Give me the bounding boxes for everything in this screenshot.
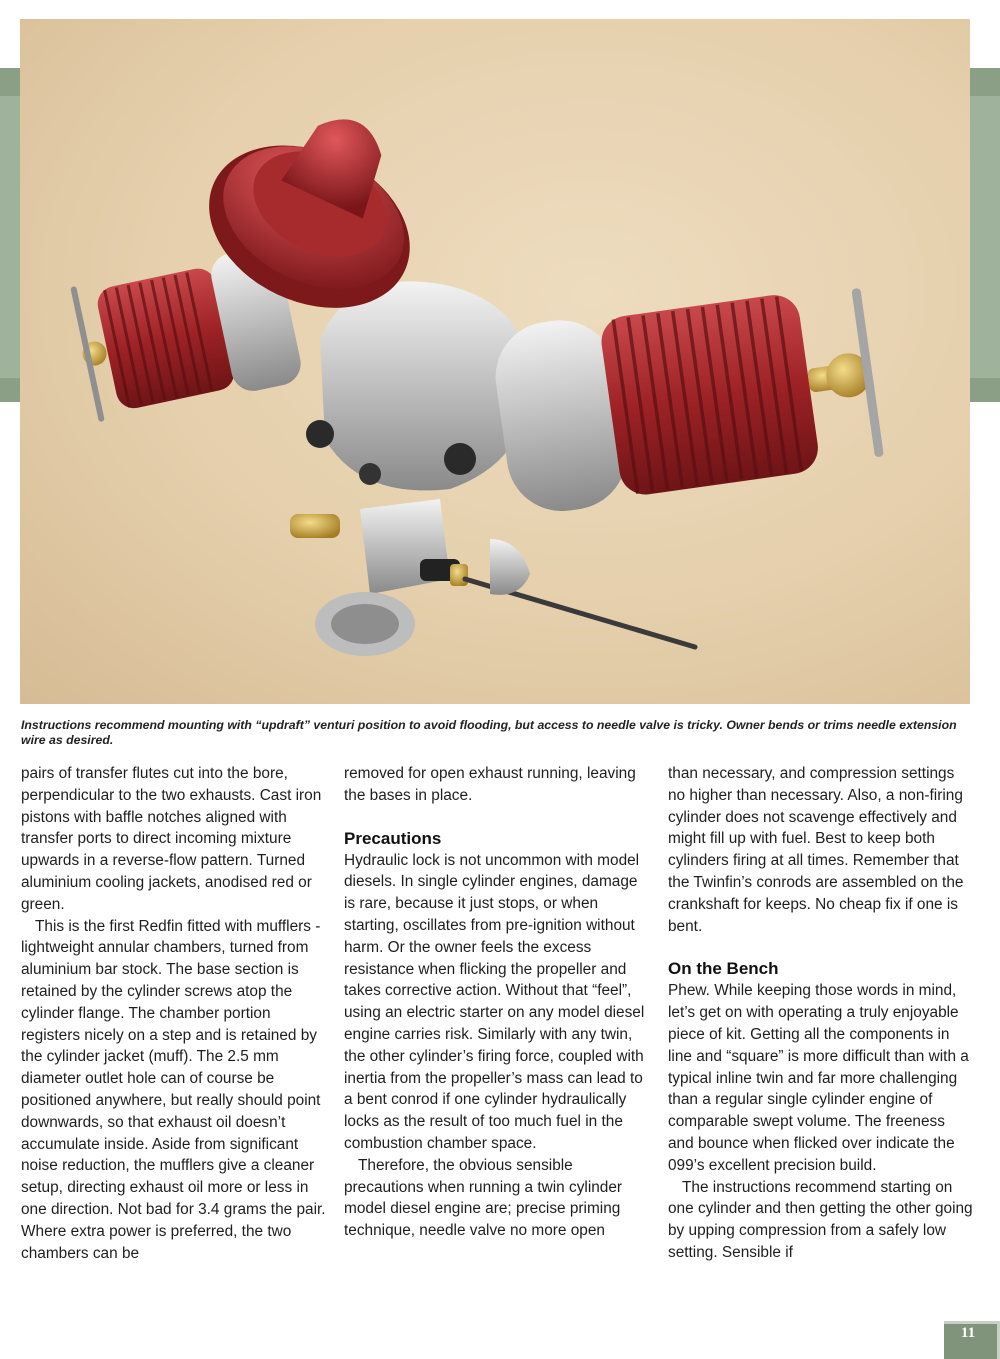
photo-caption: Instructions recommend mounting with “updraft” venturi position to avoid flooding, but access to needle valve is tricky. Owner bends or trims needle extension wire as desired. <box>21 718 957 747</box>
section-heading: Precautions <box>344 828 442 848</box>
text-column-2 <box>344 763 649 1242</box>
venturi-assembly <box>290 499 695 656</box>
engine-photo <box>20 19 970 704</box>
page-number-box <box>944 1321 1000 1359</box>
body-paragraph: Phew. While keeping those words in mind, let’s get on with operating a truly enjoyable piece of kit. Getting all the components in line and “square” is more difficult than with a typical inline twin and far more challenging than a regular single cylinder engine of comparable swept volume. The freeness and bounce when flicked over indicate the 099’s excellent precision build. <box>668 982 969 1174</box>
text-column-3 <box>668 763 973 1264</box>
right-edge-band <box>970 68 1000 402</box>
body-paragraph: The instructions recommend starting on one cylinder and then getting the other going by upping compression from a safely low setting. Sensible if <box>668 1178 973 1261</box>
body-paragraph: Therefore, the obvious sensible precautions when running a twin cylinder model diesel engine are; precise priming technique, needle valve no more open <box>344 1156 623 1240</box>
body-paragraph: Hydraulic lock is not uncommon with model diesels. In single cylinder engines, damage is rare, because it just stops, or when starting, oscillates from pre-ignition without harm. Or the owner feels the excess resistance when flicking the propeller and takes corrective action. Without that “feel”, using an electric starter on any model diesel engine carries risk. Similarly with any twin, the other cylinder’s firing force, coupled with inertia from the propeller’s mass can lead to a bent conrod if one cylinder hydraulically locks as the result of too much fuel in the combustion chamber space. <box>344 851 645 1152</box>
section-spacer <box>668 937 973 958</box>
left-edge-band <box>0 68 22 402</box>
right-cylinder <box>489 278 886 518</box>
body-paragraph: pairs of transfer flutes cut into the bore, perpendicular to the two exhausts. Cast iron pistons with baffle notches aligned with transfer ports to direct incoming mixture upwards in a reverse-flow pattern. Turned aluminium cooling jackets, anodised red or green. <box>21 765 322 913</box>
body-paragraph: than necessary, and compression settings no higher than necessary. Also, a non-firing cylinder does not scavenge effectively and might fill up with fuel. Best to keep both cylinders firing at all times. Remember that the Twinfin’s conrods are assembled on the crankshaft for keeps. No cheap fix if one is bent. <box>668 765 964 935</box>
body-paragraph: removed for open exhaust running, leaving the bases in place. <box>344 765 636 804</box>
right-edge-stripe <box>970 96 1000 378</box>
section-heading: On the Bench <box>668 959 779 979</box>
section-spacer <box>344 807 649 828</box>
engine-illustration <box>20 19 970 704</box>
body-paragraph: This is the first Redfin fitted with mufflers - lightweight annular chambers, turned from aluminium bar stock. The base section is retained by the cylinder screws atop the cylinder flange. The chamber portion registers nicely on a step and is retained by the cylinder jacket (muff). The 2.5 mm diameter outlet hole can of course be positioned anywhere, but really should point downwards, so that exhaust oil doesn’t accumulate inside. Aside from significant noise reduction, the mufflers give a cleaner setup, directing exhaust oil more or less in one direction. Not bad for 3.4 grams the pair. Where extra power is preferred, the two chambers can be <box>21 917 326 1262</box>
left-edge-stripe <box>0 96 22 378</box>
text-column-1 <box>21 763 326 1264</box>
page-number: 11 <box>960 1324 976 1341</box>
